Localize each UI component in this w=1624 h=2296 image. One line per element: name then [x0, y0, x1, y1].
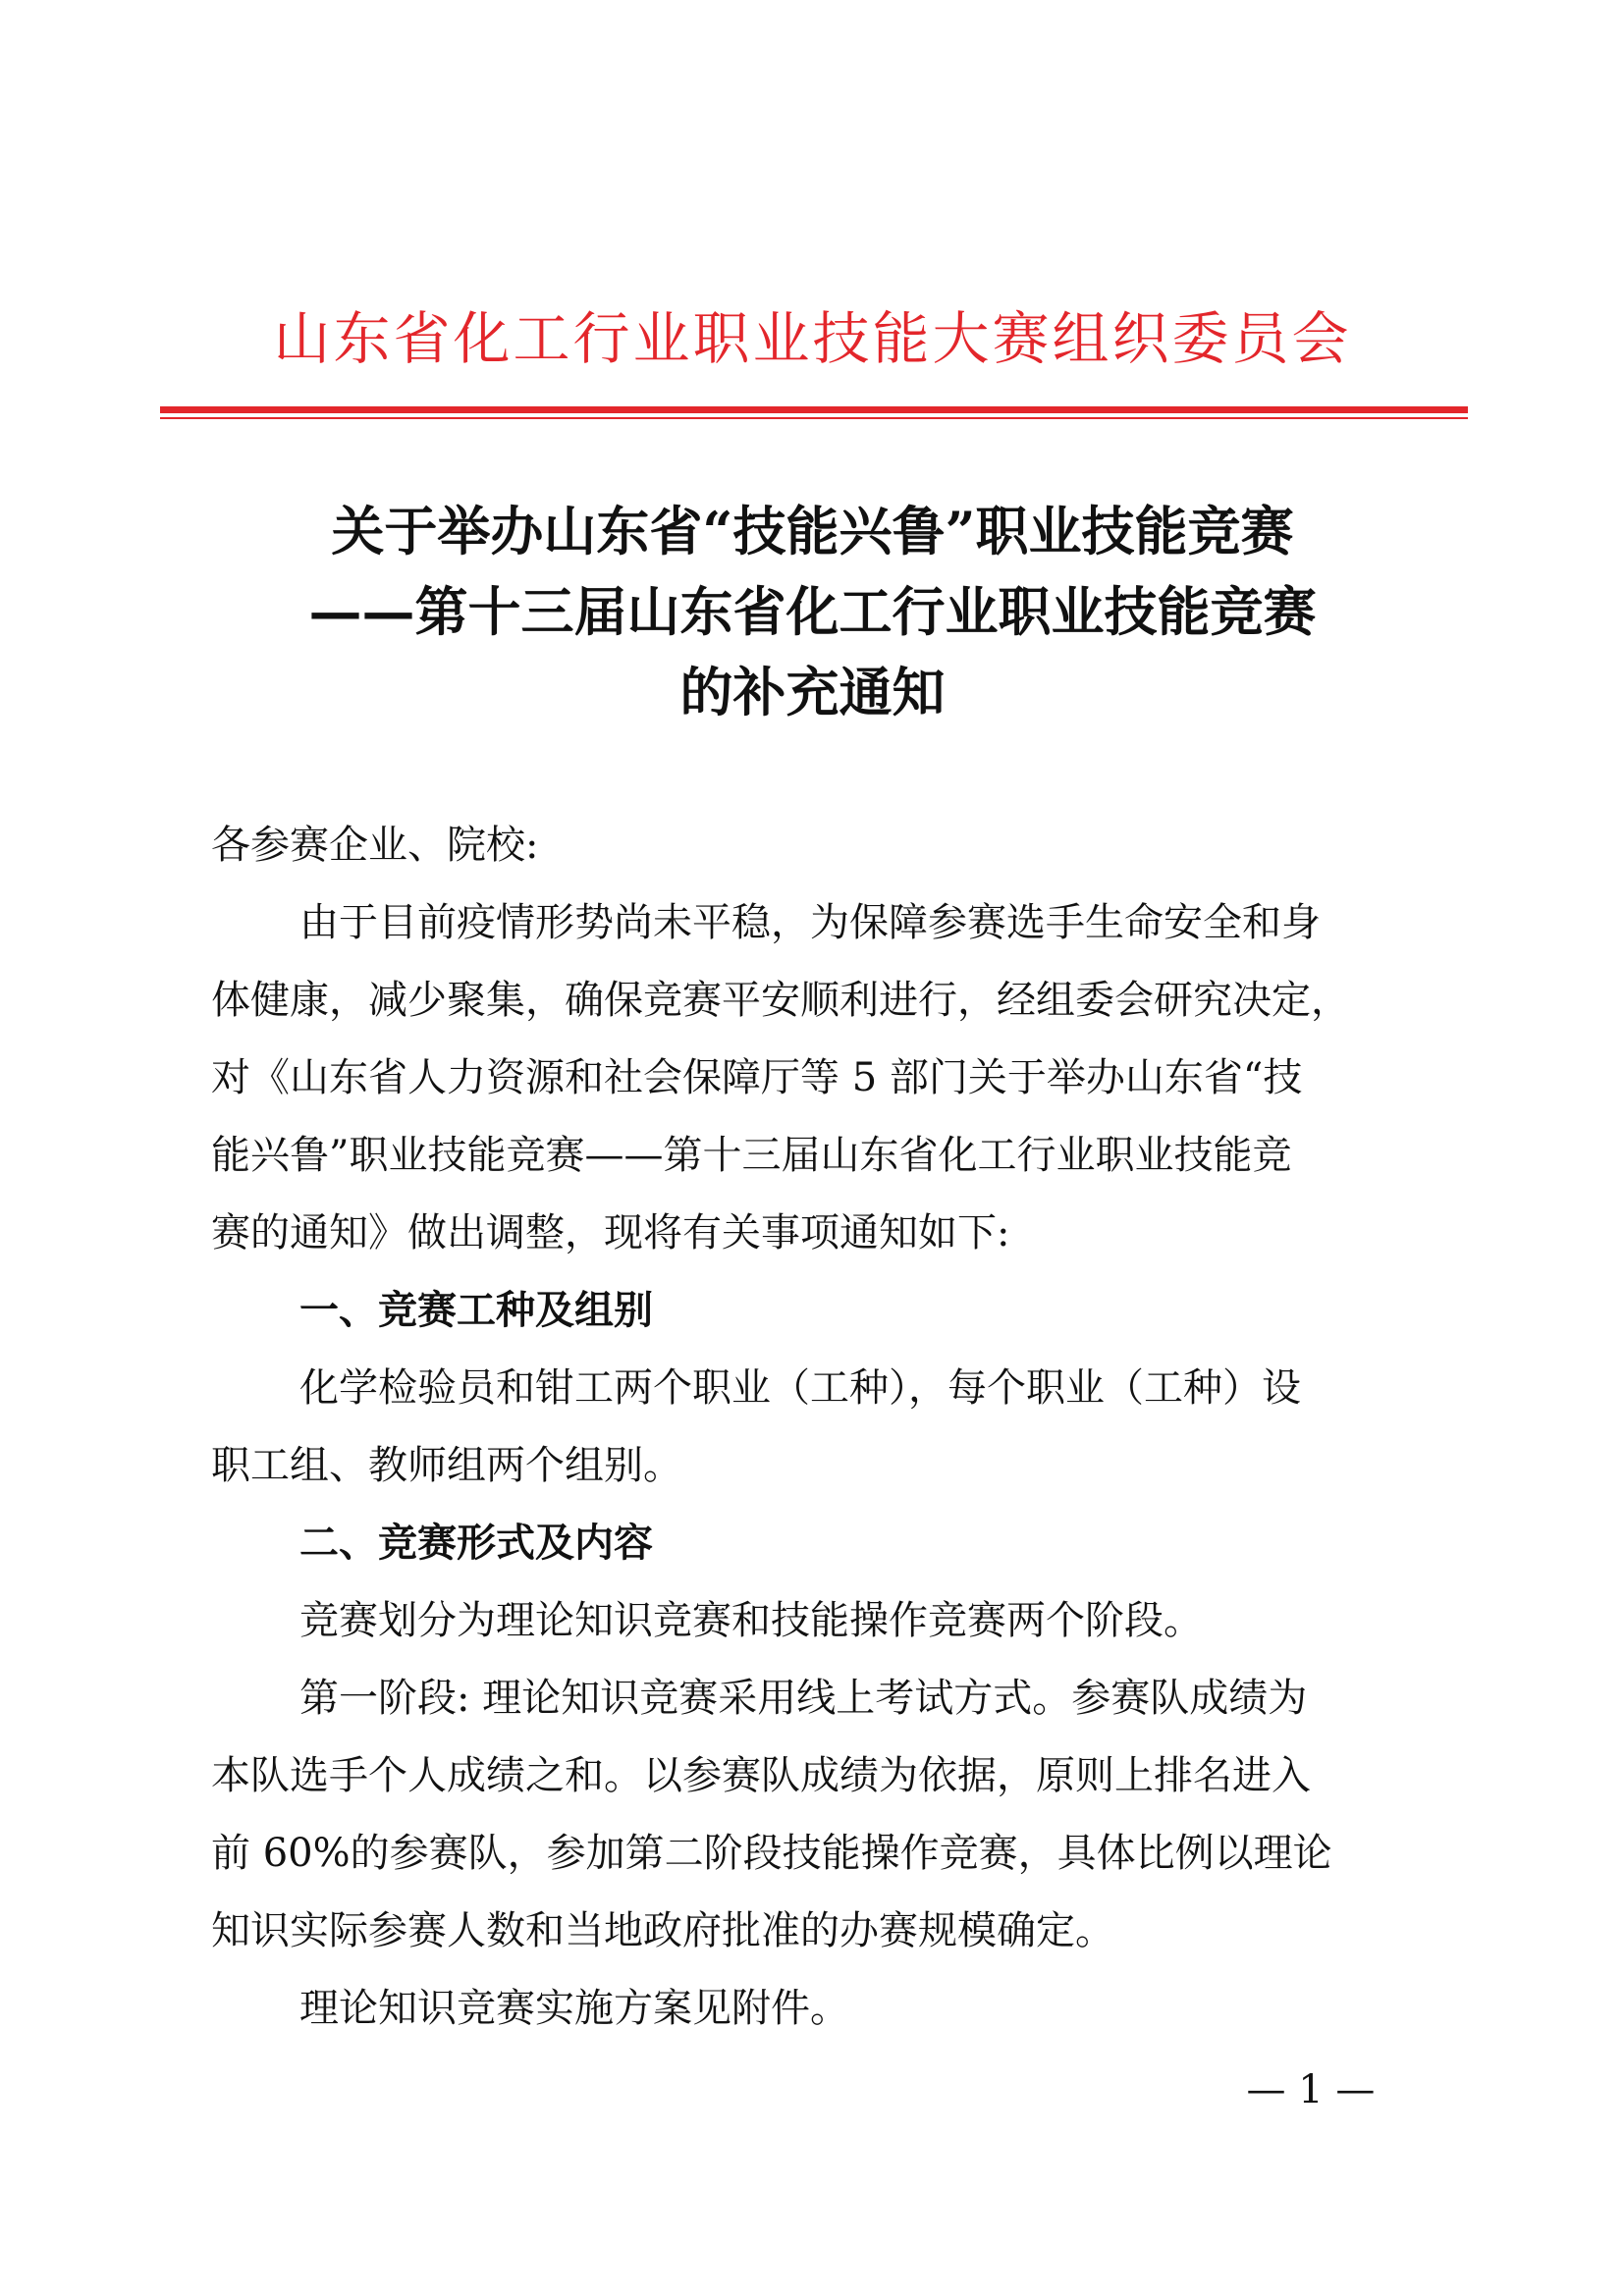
document-title — [157, 491, 1468, 732]
paragraph-line: 对《山东省人力资源和社会保障厅等 5 部门关于举办山东省“技 — [211, 1055, 1303, 1100]
paragraph-line: 体健康，减少聚集，确保竞赛平安顺利进行，经组委会研究决定， — [211, 978, 1350, 1023]
paragraph-line: 理论知识竞赛实施方案见附件。 — [299, 1986, 849, 2031]
paragraph-line: 第一阶段: 理论知识竞赛采用线上考试方式。参赛队成绩为 — [299, 1676, 1308, 1721]
title-line-1: 关于举办山东省“技能兴鲁”职业技能竞赛 — [331, 500, 1294, 562]
paragraph-line: 由于目前疫情形势尚未平稳，为保障参赛选手生命安全和身 — [299, 900, 1321, 945]
section-heading-1: 一、竞赛工种及组别 — [299, 1288, 653, 1333]
paragraph-line: 化学检验员和钳工两个职业（工种），每个职业（工种）设 — [299, 1365, 1301, 1411]
header-rule-thick — [160, 406, 1468, 413]
paragraph-line: 能兴鲁”职业技能竞赛——第十三届山东省化工行业职业技能竞 — [211, 1133, 1292, 1178]
paragraph-line: 本队选手个人成绩之和。以参赛队成绩为依据，原则上排名进入 — [211, 1753, 1311, 1798]
section-heading-2: 二、竞赛形式及内容 — [299, 1521, 653, 1566]
paragraph-line: 职工组、教师组两个组别。 — [211, 1443, 682, 1488]
paragraph-line: 竞赛划分为理论知识竞赛和技能操作竞赛两个阶段。 — [299, 1598, 1203, 1643]
paragraph-line: 前 60%的参赛队，参加第二阶段技能操作竞赛，具体比例以理论 — [211, 1831, 1332, 1876]
organization-header: 山东省化工行业职业技能大赛组织委员会 — [273, 305, 1352, 372]
paragraph-line: 知识实际参赛人数和当地政府批准的办赛规模确定。 — [211, 1908, 1114, 1953]
title-line-3: 的补充通知 — [679, 661, 946, 723]
document-body — [211, 807, 1419, 2048]
page-number: — 1 — — [1246, 2067, 1376, 2112]
salutation: 各参赛企业、院校: — [211, 823, 539, 868]
header-rule-thin — [160, 417, 1468, 419]
paragraph-line: 赛的通知》做出调整，现将有关事项通知如下: — [211, 1210, 1010, 1255]
title-line-2: ——第十三届山东省化工行业职业技能竞赛 — [308, 580, 1317, 643]
